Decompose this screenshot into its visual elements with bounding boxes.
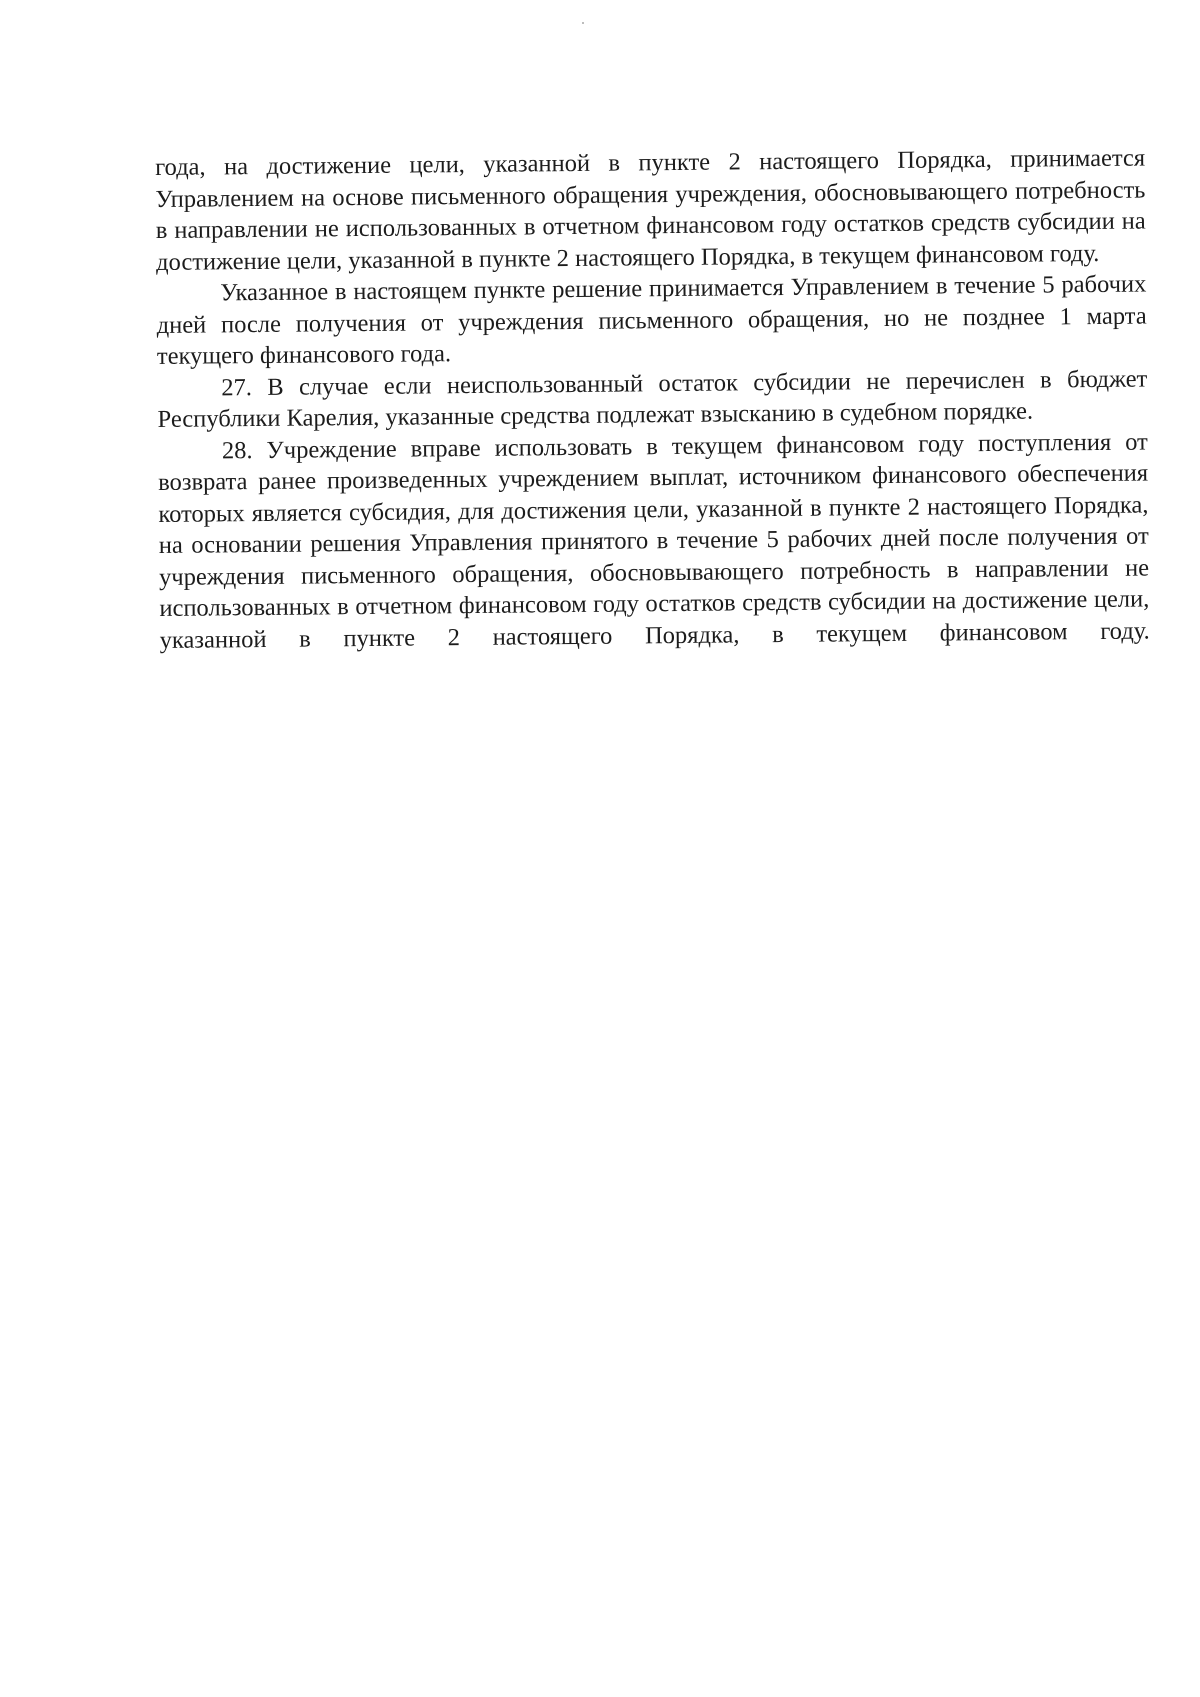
paragraph-28: 28. Учреждение вправе использовать в текущем финансовом году поступления от возврата ранее произведенных учреждением выплат, источником финансового обеспечения которых является субсидия, для достижения цели, указанной в пункте 2 настоящего Порядка, на основании решения Управления принятого в течение 5 рабочих дней после получения от учреждения письменного обращения, обосновывающего потребность в направлении не использованных в отчетном финансовом году остатков средств субсидии на достижение цели, указанной в пункте 2 настоящего Порядка, в текущем финансовом году. <box>158 427 1150 654</box>
document-body <box>155 142 1150 655</box>
paragraph-continuation: года, на достижение цели, указанной в пункте 2 настоящего Порядка, принимается Управлением на основе письменного обращения учреждения, обосновывающего потребность в направлении не использованных в отчетном финансовом году остатков средств субсидии на достижение цели, указанной в пункте 2 настоящего Порядка, в текущем финансовом году. <box>155 144 1146 276</box>
paragraph-decision-deadline: Указанное в настоящем пункте решение принимается Управлением в течение 5 рабочих дней после получения от учреждения письменного обращения, но не позднее 1 марта текущего финансового года. <box>156 270 1147 370</box>
scan-artifact <box>582 22 584 24</box>
paragraph-27: 27. В случае если неиспользованный остаток субсидии не перечислен в бюджет Республики Карелия, указанные средства подлежат взысканию в судебном порядке. <box>157 364 1148 433</box>
